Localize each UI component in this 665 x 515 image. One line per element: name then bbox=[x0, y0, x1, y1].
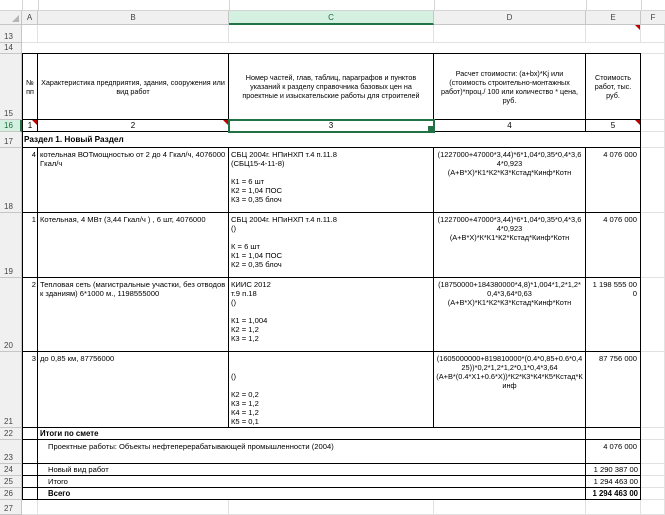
item-calculation[interactable]: (18750000+184380000*4,8)*1,004*1,2*1,2*0,4*3,64*0,63 (A+B*X)*К1*К2*К3*Кстад*Кинф*Котн bbox=[434, 278, 586, 352]
column-header-a[interactable]: A bbox=[22, 11, 38, 25]
item-calculation[interactable]: (1605000000+819810000*(0.4*0,85+0.6*0,425))*0,2*1,2*1,2*0,1*0,4*3,64 (A+B*(0.4*X1+0.6*X))*К2*К3*К4*К5*Кстад*Кинф bbox=[434, 352, 586, 428]
cell-c13[interactable] bbox=[229, 25, 434, 43]
column-header-f[interactable]: F bbox=[641, 11, 665, 25]
header-calculation: Расчет стоимости: (a+bx)*Kj или (стоимость строительно-монтажных работ)*проц./ 100 или количество * цена, руб. bbox=[434, 54, 586, 120]
row-header-20[interactable]: 20 bbox=[0, 278, 22, 352]
header-reference: Номер частей, глав, таблиц, параграфов и пунктов указаний к разделу справочника базовых цен на проектные и изыскательские работы для строителей bbox=[229, 54, 434, 120]
new-kind-value[interactable]: 1 290 387 00 bbox=[586, 464, 641, 476]
itogo-label[interactable]: Итого bbox=[38, 476, 586, 488]
cell-d13[interactable] bbox=[434, 25, 586, 43]
select-all-corner[interactable] bbox=[0, 11, 22, 25]
cell-f21[interactable] bbox=[641, 352, 665, 428]
cell-f23[interactable] bbox=[641, 440, 665, 464]
header-description: Характеристика предприятия, здания, сооружения или вид работ bbox=[38, 54, 229, 120]
numbering-3-active-cell[interactable]: 3 bbox=[229, 120, 434, 132]
section-title[interactable]: Раздел 1. Новый Раздел bbox=[22, 132, 641, 148]
vsego-label[interactable]: Всего bbox=[38, 488, 586, 500]
itogo-value[interactable]: 1 294 463 00 bbox=[586, 476, 641, 488]
item-cost[interactable]: 87 756 000 bbox=[586, 352, 641, 428]
cell-f25[interactable] bbox=[641, 476, 665, 488]
cell-b27[interactable] bbox=[38, 500, 229, 515]
project-works-label[interactable]: Проектные работы: Объекты нефтеперерабатывающей промышленности (2004) bbox=[38, 440, 586, 464]
item-cost[interactable]: 4 076 000 bbox=[586, 213, 641, 278]
formula-bar-strip bbox=[0, 0, 665, 11]
header-num: № пп bbox=[22, 54, 38, 120]
row-header-22[interactable]: 22 bbox=[0, 428, 22, 440]
cell-f18[interactable] bbox=[641, 148, 665, 213]
row-header-19[interactable]: 19 bbox=[0, 213, 22, 278]
item-number[interactable]: 3 bbox=[22, 352, 38, 428]
numbering-4[interactable]: 4 bbox=[434, 120, 586, 132]
cell-e22[interactable] bbox=[586, 428, 641, 440]
item-reference[interactable]: СБЦ 2004г. НПиНХП т.4 п.11.8 (СБЦ15-4-11-8) К1 = 6 шт К2 = 1,04 ПОС К3 = 0,35 блоч bbox=[229, 148, 434, 213]
row-header-21[interactable]: 21 bbox=[0, 352, 22, 428]
cell-a22[interactable] bbox=[22, 428, 38, 440]
cell-f20[interactable] bbox=[641, 278, 665, 352]
item-number[interactable]: 1 bbox=[22, 213, 38, 278]
item-reference[interactable]: КИИС 2012 т.9 п.18 () К1 = 1,004 К2 = 1,2 К3 = 1,2 bbox=[229, 278, 434, 352]
row-header-14[interactable]: 14 bbox=[0, 43, 22, 54]
item-description[interactable]: Тепловая сеть (магистральные участки, без отводов к зданиям) 6*1000 м., 1198555000 bbox=[38, 278, 229, 352]
item-description[interactable]: до 0,85 км, 87756000 bbox=[38, 352, 229, 428]
totals-title[interactable]: Итоги по смете bbox=[38, 428, 586, 440]
item-number[interactable]: 2 bbox=[22, 278, 38, 352]
row-header-23[interactable]: 23 bbox=[0, 440, 22, 464]
row-header-17[interactable]: 17 bbox=[0, 132, 22, 148]
item-calculation[interactable]: (1227000+47000*3,44)*6*1,04*0,35*0,4*3,64*0,923 (A+B*X)*К1*К2*К3*Кстад*Кинф*Котн bbox=[434, 148, 586, 213]
cell-f19[interactable] bbox=[641, 213, 665, 278]
numbering-5[interactable]: 5 bbox=[586, 120, 641, 132]
row-header-18[interactable]: 18 bbox=[0, 148, 22, 213]
column-header-b[interactable]: B bbox=[38, 11, 229, 25]
numbering-2[interactable]: 2 bbox=[38, 120, 229, 132]
comment-indicator[interactable] bbox=[223, 120, 228, 125]
project-works-value[interactable]: 4 076 000 bbox=[586, 440, 641, 464]
cell-e13[interactable] bbox=[586, 25, 641, 43]
cell-f24[interactable] bbox=[641, 464, 665, 476]
vsego-value[interactable]: 1 294 463 00 bbox=[586, 488, 641, 500]
item-cost[interactable]: 1 198 555 000 bbox=[586, 278, 641, 352]
cell-a23[interactable] bbox=[22, 440, 38, 464]
row-header-16[interactable]: 16 bbox=[0, 120, 22, 132]
cell-f14[interactable] bbox=[641, 43, 665, 54]
row-14-border bbox=[22, 43, 641, 54]
column-header-c[interactable]: C bbox=[229, 11, 434, 25]
column-header-d[interactable]: D bbox=[434, 11, 586, 25]
item-reference[interactable]: СБЦ 2004г. НПиНХП т.4 п.11.8 () К = 6 шт К1 = 1,04 ПОС К2 = 0,35 блоч bbox=[229, 213, 434, 278]
cell-f13[interactable] bbox=[641, 25, 665, 43]
new-kind-label[interactable]: Новый вид работ bbox=[38, 464, 586, 476]
row-header-25[interactable]: 25 bbox=[0, 476, 22, 488]
cell-f15[interactable] bbox=[641, 54, 665, 120]
cell-f26[interactable] bbox=[641, 488, 665, 500]
item-calculation[interactable]: (1227000+47000*3,44)*6*1,04*0,35*0,4*3,64*0,923 (A+B*X)*К*К1*К2*Кстад*Кинф*Котн bbox=[434, 213, 586, 278]
cell-e27[interactable] bbox=[586, 500, 641, 515]
item-description[interactable]: Котельная, 4 МВт (3,44 Гкал/ч ) , 6 шт, 4076000 bbox=[38, 213, 229, 278]
row-header-27[interactable]: 27 bbox=[0, 500, 22, 515]
cell-f22[interactable] bbox=[641, 428, 665, 440]
comment-indicator[interactable] bbox=[635, 120, 640, 125]
row-header-26[interactable]: 26 bbox=[0, 488, 22, 500]
cell-f27[interactable] bbox=[641, 500, 665, 515]
item-description[interactable]: котельная ВОТмощностью от 2 до 4 Гкал/ч, 4076000 Гкал/ч bbox=[38, 148, 229, 213]
header-cost: Стоимость работ, тыс. руб. bbox=[586, 54, 641, 120]
cell-f17[interactable] bbox=[641, 132, 665, 148]
comment-indicator[interactable] bbox=[635, 25, 640, 30]
cell-a27[interactable] bbox=[22, 500, 38, 515]
cell-a25[interactable] bbox=[22, 476, 38, 488]
row-header-24[interactable]: 24 bbox=[0, 464, 22, 476]
column-header-e[interactable]: E bbox=[586, 11, 641, 25]
item-cost[interactable]: 4 076 000 bbox=[586, 148, 641, 213]
comment-indicator[interactable] bbox=[32, 120, 37, 125]
item-number[interactable]: 4 bbox=[22, 148, 38, 213]
cell-c27[interactable] bbox=[229, 500, 434, 515]
cell-f16[interactable] bbox=[641, 120, 665, 132]
numbering-1[interactable]: 1 bbox=[22, 120, 38, 132]
item-reference[interactable]: () К2 = 0,2 К3 = 1,2 К4 = 1,2 К5 = 0,1 bbox=[229, 352, 434, 428]
cell-a13[interactable] bbox=[22, 25, 38, 43]
cell-a24[interactable] bbox=[22, 464, 38, 476]
row-header-15[interactable]: 15 bbox=[0, 54, 22, 120]
cell-b13[interactable] bbox=[38, 25, 229, 43]
cell-a26[interactable] bbox=[22, 488, 38, 500]
row-header-13[interactable]: 13 bbox=[0, 25, 22, 43]
cell-d27[interactable] bbox=[434, 500, 586, 515]
